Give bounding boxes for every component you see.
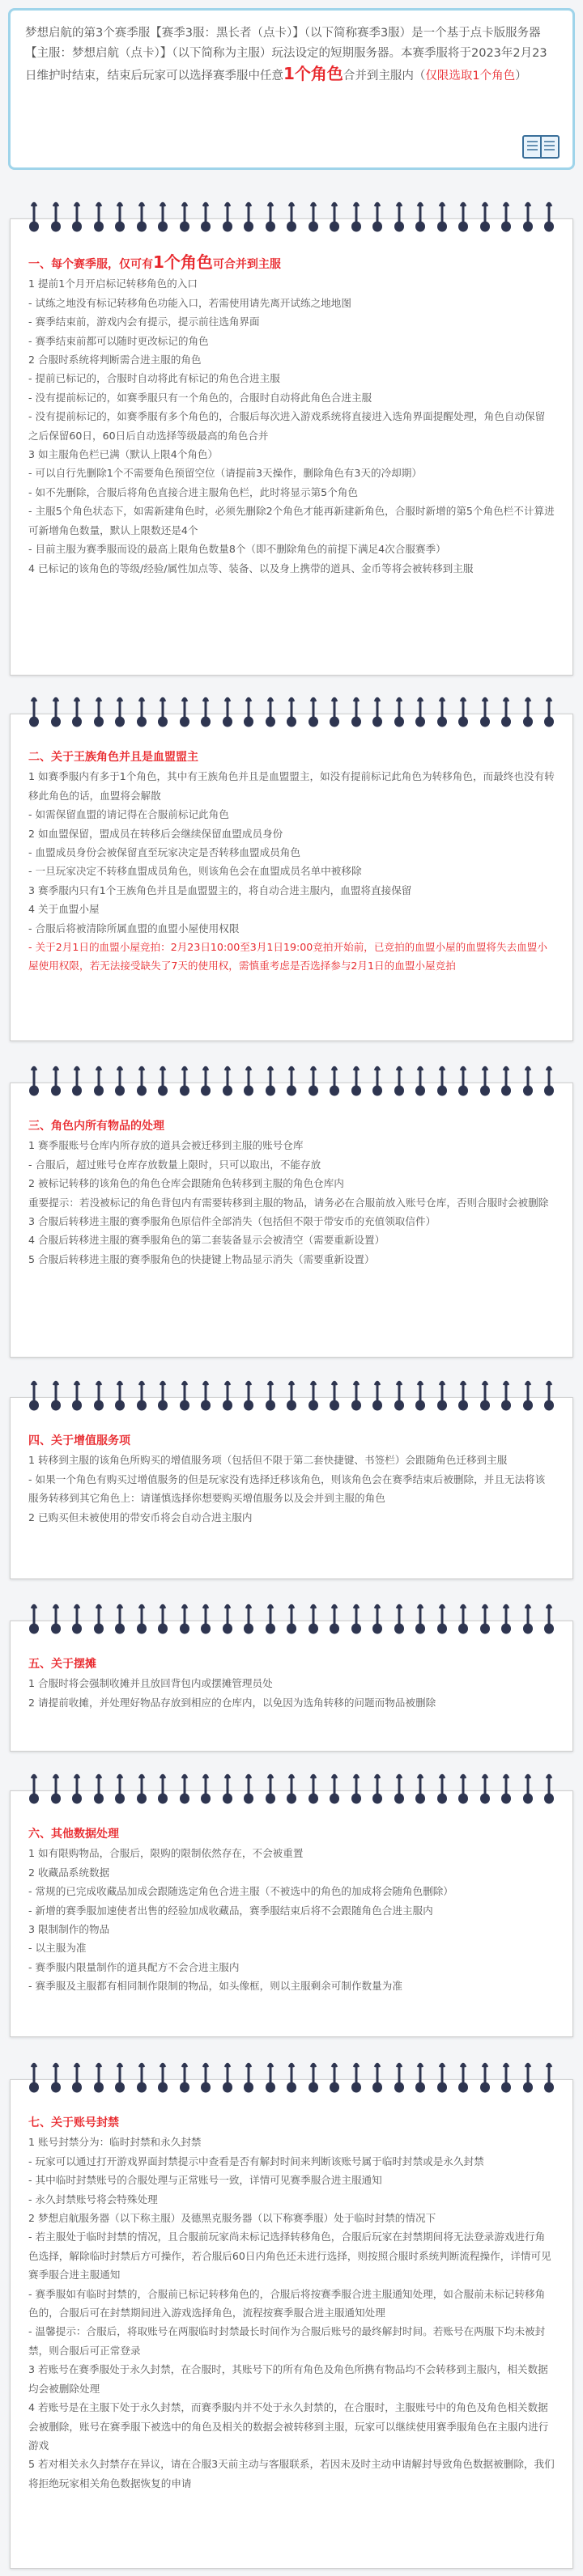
binder-ring-icon xyxy=(415,697,426,729)
binder-ring-icon xyxy=(372,1380,383,1413)
binder-ring-icon xyxy=(500,697,512,729)
binder-ring-icon xyxy=(222,2062,233,2095)
section-heading-text: 四、关于增值服务项 xyxy=(28,1434,130,1447)
binder-ring-icon xyxy=(543,2062,555,2095)
binder-ring-icon xyxy=(394,2062,405,2095)
binder-ring-icon xyxy=(308,1773,319,1806)
binder-ring-icon xyxy=(479,697,491,729)
section-line: 2 合服时系统将判断需合进主服的角色 xyxy=(28,354,202,366)
binder-ring-icon xyxy=(522,697,534,729)
binder-ring-icon xyxy=(329,1380,340,1413)
binder-ring-icon xyxy=(329,1066,340,1098)
binder-ring-icon xyxy=(479,1066,491,1098)
section-line: - 新增的赛季服加速使者出售的经验加成收藏品，赛季服结束后将不会跟随角色合进主服内 xyxy=(28,1904,433,1917)
section-card-s3 xyxy=(10,1083,573,1358)
binder-ring-icon xyxy=(265,1066,276,1098)
binder-ring-icon xyxy=(71,1066,83,1098)
binder-ring-icon xyxy=(136,1773,147,1806)
binder-ring-icon xyxy=(200,1604,211,1636)
binder-ring-icon xyxy=(308,1604,319,1636)
binder-rings xyxy=(11,1604,572,1636)
binder-ring-icon xyxy=(543,1604,555,1636)
section-line: 1 转移到主服的该角色所购买的增值服务项（包括但不限于第二套快捷键、书签栏）会跟随角色迁移到主服 xyxy=(28,1454,508,1467)
binder-ring-icon xyxy=(136,1066,147,1098)
binder-ring-icon xyxy=(457,2062,469,2095)
binder-ring-icon xyxy=(372,201,383,234)
section-line: 1 提前1个月开启标记转移角色的入口 xyxy=(28,278,198,290)
binder-ring-icon xyxy=(28,1380,40,1413)
binder-ring-icon xyxy=(543,1380,555,1413)
binder-ring-icon xyxy=(157,1773,168,1806)
binder-ring-icon xyxy=(415,2062,426,2095)
section-line: 2 收藏品系统数据 xyxy=(28,1866,110,1879)
binder-ring-icon xyxy=(222,1773,233,1806)
binder-ring-icon xyxy=(394,1380,405,1413)
binder-ring-icon xyxy=(329,1604,340,1636)
section-line: 2 请提前收摊，并处理好物品存放到相应的仓库内，以免因为选角转移的问题而物品被删除 xyxy=(28,1696,436,1709)
binder-ring-icon xyxy=(436,697,448,729)
section-line: 1 如有限购物品，合服后，限购的限制依然存在，不会被重置 xyxy=(28,1847,304,1860)
binder-ring-icon xyxy=(136,697,147,729)
section-card-s4 xyxy=(10,1397,573,1579)
binder-ring-icon xyxy=(136,2062,147,2095)
binder-ring-icon xyxy=(394,1773,405,1806)
binder-ring-icon xyxy=(200,201,211,234)
section-heading xyxy=(28,1825,555,1844)
section-heading-text: 五、关于摆摊 xyxy=(28,1658,96,1671)
binder-ring-icon xyxy=(265,697,276,729)
binder-ring-icon xyxy=(28,697,40,729)
binder-ring-icon xyxy=(157,1066,168,1098)
section-red-note: - 关于2月1日的血盟小屋竞拍：2月23日10:00至3月1日19:00竞拍开始前，已竞拍的血盟小屋的血盟将失去血盟小屋使用权限，若无法接受缺失了7天的使用权，需慎重考虑是否选择参与2月1日的血盟小屋竞拍 xyxy=(28,941,547,972)
binder-ring-icon xyxy=(93,2062,104,2095)
binder-ring-icon xyxy=(71,1380,83,1413)
section-line: - 合服后，超过账号仓库存放数量上限时，只可以取出，不能存放 xyxy=(28,1158,321,1171)
binder-ring-icon xyxy=(157,2062,168,2095)
binder-ring-icon xyxy=(522,1773,534,1806)
binder-ring-icon xyxy=(71,1773,83,1806)
section-line: - 合服后将被清除所属血盟的血盟小屋使用权限 xyxy=(28,922,240,934)
binder-ring-icon xyxy=(93,1380,104,1413)
binder-ring-icon xyxy=(243,2062,254,2095)
section-line: - 目前主服为赛季服而设的最高上限角色数量8个（即不删除角色的前提下满足4次合服赛季） xyxy=(28,543,446,556)
section-card-s2 xyxy=(10,714,573,1041)
section-line: - 若主服处于临时封禁的情况，且合服前玩家尚未标记选择转移角色，合服后玩家在封禁期间将无法登录游戏进行角色选择，解除临时封禁后方可操作，若合服后60日内角色还未进行选择，则按照合服时系统判断流程操作，详情可见赛季服合进主服通知 xyxy=(28,2231,551,2282)
binder-ring-icon xyxy=(28,2062,40,2095)
binder-ring-icon xyxy=(436,1604,448,1636)
binder-ring-icon xyxy=(136,1604,147,1636)
binder-ring-icon xyxy=(329,1773,340,1806)
binder-ring-icon xyxy=(286,2062,297,2095)
binder-ring-icon xyxy=(179,201,190,234)
section-line: - 主服5个角色状态下，如需新建角色时，必须先删除2个角色才能再新建新角色，合服时新增的第5个角色栏不计算进可新增角色数量，默认上限数还是4个 xyxy=(28,505,555,536)
section-line: 4 合服后转移进主服的赛季服角色的第二套装备显示会被清空（需要重新设置） xyxy=(28,1234,385,1247)
binder-ring-icon xyxy=(179,1380,190,1413)
binder-ring-icon xyxy=(351,697,362,729)
binder-ring-icon xyxy=(415,1380,426,1413)
binder-ring-icon xyxy=(351,201,362,234)
binder-ring-icon xyxy=(28,1066,40,1098)
binder-ring-icon xyxy=(436,1066,448,1098)
section-card-s7 xyxy=(10,2079,573,2569)
binder-ring-icon xyxy=(394,1604,405,1636)
binder-ring-icon xyxy=(479,2062,491,2095)
binder-ring-icon xyxy=(265,1604,276,1636)
section-heading xyxy=(28,253,555,274)
binder-ring-icon xyxy=(265,201,276,234)
binder-ring-icon xyxy=(222,1066,233,1098)
binder-ring-icon xyxy=(329,2062,340,2095)
section-card-s1 xyxy=(10,218,573,676)
binder-ring-icon xyxy=(479,1773,491,1806)
binder-ring-icon xyxy=(157,201,168,234)
intro-text-b: 合并到主服内（ xyxy=(343,70,426,83)
binder-ring-icon xyxy=(543,697,555,729)
section-line: 2 被标记转移的该角色的角色仓库会跟随角色转移到主服的角色仓库内 xyxy=(28,1177,344,1190)
section-line: - 可以自行先删除1个不需要角色预留空位（请提前3天操作，删除角色有3天的冷却期） xyxy=(28,467,422,480)
binder-ring-icon xyxy=(50,1380,62,1413)
section-heading xyxy=(28,748,555,767)
binder-rings xyxy=(11,697,572,729)
binder-rings xyxy=(11,1380,572,1413)
binder-ring-icon xyxy=(394,201,405,234)
binder-ring-icon xyxy=(500,201,512,234)
binder-ring-icon xyxy=(436,1773,448,1806)
section-line: 2 如血盟保留，盟成员在转移后会继续保留血盟成员身份 xyxy=(28,827,283,840)
binder-rings xyxy=(11,201,572,234)
binder-ring-icon xyxy=(457,1066,469,1098)
intro-highlight: 1个角色 xyxy=(283,64,343,83)
binder-ring-icon xyxy=(243,1380,254,1413)
binder-ring-icon xyxy=(415,201,426,234)
section-line: 3 若账号在赛季服处于永久封禁，在合服时，其账号下的所有角色及角色所携有物品均不会转移到主服内，相关数据均会被删除处理 xyxy=(28,2363,548,2395)
binder-ring-icon xyxy=(286,1066,297,1098)
intro-text xyxy=(25,23,558,87)
binder-ring-icon xyxy=(415,1773,426,1806)
binder-ring-icon xyxy=(500,1380,512,1413)
binder-ring-icon xyxy=(157,697,168,729)
binder-ring-icon xyxy=(457,1380,469,1413)
binder-ring-icon xyxy=(93,1604,104,1636)
binder-ring-icon xyxy=(372,2062,383,2095)
binder-ring-icon xyxy=(50,1066,62,1098)
section-line: 3 赛季服内只有1个王族角色并且是血盟盟主的，将自动合进主服内，血盟将直接保留 xyxy=(28,883,412,896)
binder-ring-icon xyxy=(286,1380,297,1413)
binder-ring-icon xyxy=(500,1604,512,1636)
binder-ring-icon xyxy=(500,2062,512,2095)
binder-ring-icon xyxy=(394,1066,405,1098)
section-line: - 赛季服内限量制作的道具配方不会合进主服内 xyxy=(28,1960,240,1973)
section-line: 3 如主服角色栏已满（默认上限4个角色） xyxy=(28,448,219,461)
binder-ring-icon xyxy=(500,1773,512,1806)
intro-text-c: ） xyxy=(515,70,527,83)
binder-ring-icon xyxy=(522,1380,534,1413)
binder-ring-icon xyxy=(286,1604,297,1636)
binder-ring-icon xyxy=(114,2062,126,2095)
section-line: - 如需保留血盟的请记得在合服前标记此角色 xyxy=(28,808,229,821)
binder-ring-icon xyxy=(179,1066,190,1098)
binder-ring-icon xyxy=(265,2062,276,2095)
binder-ring-icon xyxy=(479,1604,491,1636)
section-line: 5 合服后转移进主服的赛季服角色的快捷键上物品显示消失（需要重新设置） xyxy=(28,1252,375,1265)
section-line: - 没有提前标记的，如赛季服有多个角色的，合服后每次进入游戏系统将直接进入选角界面提醒处理，角色自动保留之后保留60日，60日后自动选择等级最高的角色合并 xyxy=(28,410,546,442)
section-card-s5 xyxy=(10,1621,573,1752)
section-heading-suffix: 可合并到主服 xyxy=(212,258,281,271)
binder-ring-icon xyxy=(372,1773,383,1806)
section-heading-text: 一、每个赛季服，仅可有 xyxy=(28,258,153,271)
binder-ring-icon xyxy=(543,1773,555,1806)
binder-ring-icon xyxy=(71,2062,83,2095)
binder-ring-icon xyxy=(114,1604,126,1636)
binder-ring-icon xyxy=(265,1773,276,1806)
binder-ring-icon xyxy=(415,1066,426,1098)
binder-ring-icon xyxy=(71,1604,83,1636)
binder-ring-icon xyxy=(372,697,383,729)
binder-ring-icon xyxy=(457,697,469,729)
section-line: - 一旦玩家决定不转移血盟成员角色，则该角色会在血盟成员名单中被移除 xyxy=(28,865,362,878)
binder-ring-icon xyxy=(136,201,147,234)
binder-rings xyxy=(11,1066,572,1098)
binder-ring-icon xyxy=(179,2062,190,2095)
binder-ring-icon xyxy=(28,1604,40,1636)
section-line: - 永久封禁账号将会特殊处理 xyxy=(28,2193,158,2205)
binder-ring-icon xyxy=(200,1773,211,1806)
section-line: - 其中临时封禁账号的合服处理与正常账号一致，详情可见赛季服合进主服通知 xyxy=(28,2174,382,2187)
binder-ring-icon xyxy=(351,1773,362,1806)
section-heading xyxy=(28,2114,555,2133)
binder-ring-icon xyxy=(436,1380,448,1413)
binder-ring-icon xyxy=(522,1066,534,1098)
binder-ring-icon xyxy=(243,1773,254,1806)
section-line: 5 若对相关永久封禁存在异议，请在合服3天前主动与客服联系，若因未及时主动申请解封导致角色数据被删除，我们将拒绝玩家相关角色数据恢复的申请 xyxy=(28,2458,555,2489)
binder-ring-icon xyxy=(28,201,40,234)
binder-ring-icon xyxy=(415,1604,426,1636)
binder-ring-icon xyxy=(265,1380,276,1413)
binder-ring-icon xyxy=(200,2062,211,2095)
intro-box xyxy=(8,8,575,170)
section-line: - 以主服为准 xyxy=(28,1942,87,1955)
binder-ring-icon xyxy=(351,1066,362,1098)
binder-ring-icon xyxy=(200,697,211,729)
binder-ring-icon xyxy=(286,1773,297,1806)
binder-ring-icon xyxy=(114,1773,126,1806)
binder-ring-icon xyxy=(114,697,126,729)
binder-ring-icon xyxy=(243,697,254,729)
binder-ring-icon xyxy=(500,1066,512,1098)
binder-ring-icon xyxy=(179,697,190,729)
binder-ring-icon xyxy=(243,1066,254,1098)
binder-ring-icon xyxy=(372,1066,383,1098)
binder-ring-icon xyxy=(179,1604,190,1636)
binder-ring-icon xyxy=(308,1066,319,1098)
section-heading xyxy=(28,1117,555,1136)
section-line: 1 赛季服账号仓库内所存放的道具会被迁移到主服的账号仓库 xyxy=(28,1139,304,1152)
binder-ring-icon xyxy=(93,1773,104,1806)
section-heading-text: 三、角色内所有物品的处理 xyxy=(28,1120,164,1133)
section-heading-highlight: 1个角色 xyxy=(153,252,213,272)
binder-ring-icon xyxy=(351,1380,362,1413)
binder-ring-icon xyxy=(28,1773,40,1806)
section-line: - 赛季服及主服都有相同制作限制的物品，如头像框，则以主服剩余可制作数量为准 xyxy=(28,1980,402,1993)
binder-ring-icon xyxy=(522,2062,534,2095)
binder-ring-icon xyxy=(50,697,62,729)
binder-ring-icon xyxy=(93,201,104,234)
binder-ring-icon xyxy=(136,1380,147,1413)
section-line: 2 梦想启航服务器（以下称主服）及德黑克服务器（以下称赛季服）处于临时封禁的情况下 xyxy=(28,2212,436,2225)
section-line: 3 合服后转移进主服的赛季服角色原信件全部消失（包括但不限于带安币的充值领取信件） xyxy=(28,1215,436,1228)
binder-ring-icon xyxy=(71,201,83,234)
section-line: - 提前已标记的，合服时自动将此有标记的角色合进主服 xyxy=(28,372,280,385)
binder-ring-icon xyxy=(114,1066,126,1098)
section-line: 1 如赛季服内有多于1个角色，其中有王族角色并且是血盟盟主，如没有提前标记此角色为转移角色，而最终也没有转移此角色的话，血盟将会解散 xyxy=(28,770,555,802)
section-line: - 试练之地没有标记转移角色功能入口，若需使用请先离开试练之地地图 xyxy=(28,296,351,309)
binder-ring-icon xyxy=(457,1773,469,1806)
section-line: 3 限制制作的物品 xyxy=(28,1923,110,1936)
book-icon xyxy=(522,133,560,159)
binder-ring-icon xyxy=(222,201,233,234)
binder-ring-icon xyxy=(50,1604,62,1636)
binder-ring-icon xyxy=(114,201,126,234)
binder-ring-icon xyxy=(522,1604,534,1636)
section-line: - 血盟成员身份会被保留直至玩家决定是否转移血盟成员角色 xyxy=(28,846,300,859)
binder-rings xyxy=(11,1773,572,1806)
binder-ring-icon xyxy=(286,697,297,729)
section-card-s6 xyxy=(10,1790,573,2037)
section-heading-text: 六、其他数据处理 xyxy=(28,1828,119,1841)
binder-ring-icon xyxy=(243,1604,254,1636)
section-line: - 赛季服如有临时封禁的，合服前已标记转移角色的，合服后将按赛季服合进主服通知处理，如合服前未标记转移角色的，合服后可在封禁期间进入游戏选择角色，流程按赛季服合进主服通知处理 xyxy=(28,2287,546,2320)
section-line: 4 关于血盟小屋 xyxy=(28,903,100,916)
binder-ring-icon xyxy=(522,201,534,234)
binder-ring-icon xyxy=(372,1604,383,1636)
binder-ring-icon xyxy=(308,1380,319,1413)
binder-ring-icon xyxy=(457,201,469,234)
section-heading-text: 二、关于王族角色并且是血盟盟主 xyxy=(28,751,198,764)
binder-ring-icon xyxy=(50,1773,62,1806)
binder-ring-icon xyxy=(543,1066,555,1098)
section-line: 1 账号封禁分为：临时封禁和永久封禁 xyxy=(28,2136,202,2149)
binder-ring-icon xyxy=(200,1066,211,1098)
binder-ring-icon xyxy=(50,2062,62,2095)
binder-ring-icon xyxy=(71,697,83,729)
binder-ring-icon xyxy=(457,1604,469,1636)
section-line: - 常规的已完成收藏品加成会跟随选定角色合进主服（不被选中的角色的加成将会随角色删除） xyxy=(28,1885,453,1898)
binder-ring-icon xyxy=(329,201,340,234)
section-line: - 赛季结束前都可以随时更改标记的角色 xyxy=(28,334,209,347)
binder-ring-icon xyxy=(479,1380,491,1413)
section-line: - 玩家可以通过打开游戏界面封禁提示中查看是否有解封时间来判断该账号属于临时封禁或是永久封禁 xyxy=(28,2154,484,2167)
binder-ring-icon xyxy=(286,201,297,234)
section-line: 2 已购买但未被使用的带安币将会自动合进主服内 xyxy=(28,1510,253,1523)
binder-ring-icon xyxy=(222,697,233,729)
section-line: - 如果一个角色有购买过增值服务的但是玩家没有选择迁移该角色，则该角色会在赛季结束后被删除，并且无法将该服务转移到其它角色上：请谨慎选择你想要购买增值服务以及会并到主服的角色 xyxy=(28,1472,546,1505)
binder-ring-icon xyxy=(436,201,448,234)
section-heading xyxy=(28,1655,555,1674)
section-heading xyxy=(28,1432,555,1451)
binder-ring-icon xyxy=(200,1380,211,1413)
binder-rings xyxy=(11,2062,572,2095)
intro-text-a: 梦想启航的第3个赛季服【赛季3服：黑长者（点卡）】（以下简称赛季3服）是一个基于点卡版服务器【主服：梦想启航（点卡）】（以下简称为主服）玩法设定的短期服务器。本赛季服将于2023年2月23日维护时结束，结束后玩家可以选择赛季服中任意 xyxy=(25,27,547,83)
binder-ring-icon xyxy=(93,1066,104,1098)
binder-ring-icon xyxy=(179,1773,190,1806)
intro-red-note: 仅限选取1个角色 xyxy=(425,70,516,83)
binder-ring-icon xyxy=(114,1380,126,1413)
section-line: 4 若账号是在主服下处于永久封禁，而赛季服内并不处于永久封禁的，在合服时，主服账号中的角色及角色相关数据会被删除，账号在赛季服下被选中的角色及相关的数据会被转移到主服，玩家可以继续使用赛季服角色在主服内进行游戏 xyxy=(28,2401,549,2451)
binder-ring-icon xyxy=(222,1380,233,1413)
binder-ring-icon xyxy=(351,1604,362,1636)
binder-ring-icon xyxy=(308,697,319,729)
section-line: - 如不先删除，合服后将角色直接合进主服角色栏，此时将显示第5个角色 xyxy=(28,485,358,498)
binder-ring-icon xyxy=(222,1604,233,1636)
binder-ring-icon xyxy=(50,201,62,234)
section-line: 重要提示：若没被标记的角色背包内有需要转移到主服的物品，请务必在合服前放入账号仓库，否则合服时会被删除 xyxy=(28,1196,549,1209)
section-line: 4 已标记的该角色的等级/经验/属性加点等、装备、以及身上携带的道具、金币等将会被转移到主服 xyxy=(28,561,474,574)
section-line: - 赛季结束前，游戏内会有提示，提示前往选角界面 xyxy=(28,316,260,328)
binder-ring-icon xyxy=(351,2062,362,2095)
binder-ring-icon xyxy=(479,201,491,234)
binder-ring-icon xyxy=(308,2062,319,2095)
binder-ring-icon xyxy=(308,201,319,234)
binder-ring-icon xyxy=(394,697,405,729)
binder-ring-icon xyxy=(93,697,104,729)
binder-ring-icon xyxy=(436,2062,448,2095)
binder-ring-icon xyxy=(329,697,340,729)
binder-ring-icon xyxy=(157,1604,168,1636)
section-heading-text: 七、关于账号封禁 xyxy=(28,2116,119,2129)
binder-ring-icon xyxy=(543,201,555,234)
section-line: - 没有提前标记的，如赛季服只有一个角色的，合服时自动将此角色合进主服 xyxy=(28,391,372,404)
binder-ring-icon xyxy=(243,201,254,234)
section-line: 1 合服时将会强制收摊并且放回背包内或摆摊管理员处 xyxy=(28,1677,273,1690)
section-line: - 温馨提示：合服后，将取账号在两服临时封禁最长时间作为合服后账号的最终解封时间。若账号在两服下均未被封禁，则合服后可正常登录 xyxy=(28,2325,546,2357)
binder-ring-icon xyxy=(157,1380,168,1413)
